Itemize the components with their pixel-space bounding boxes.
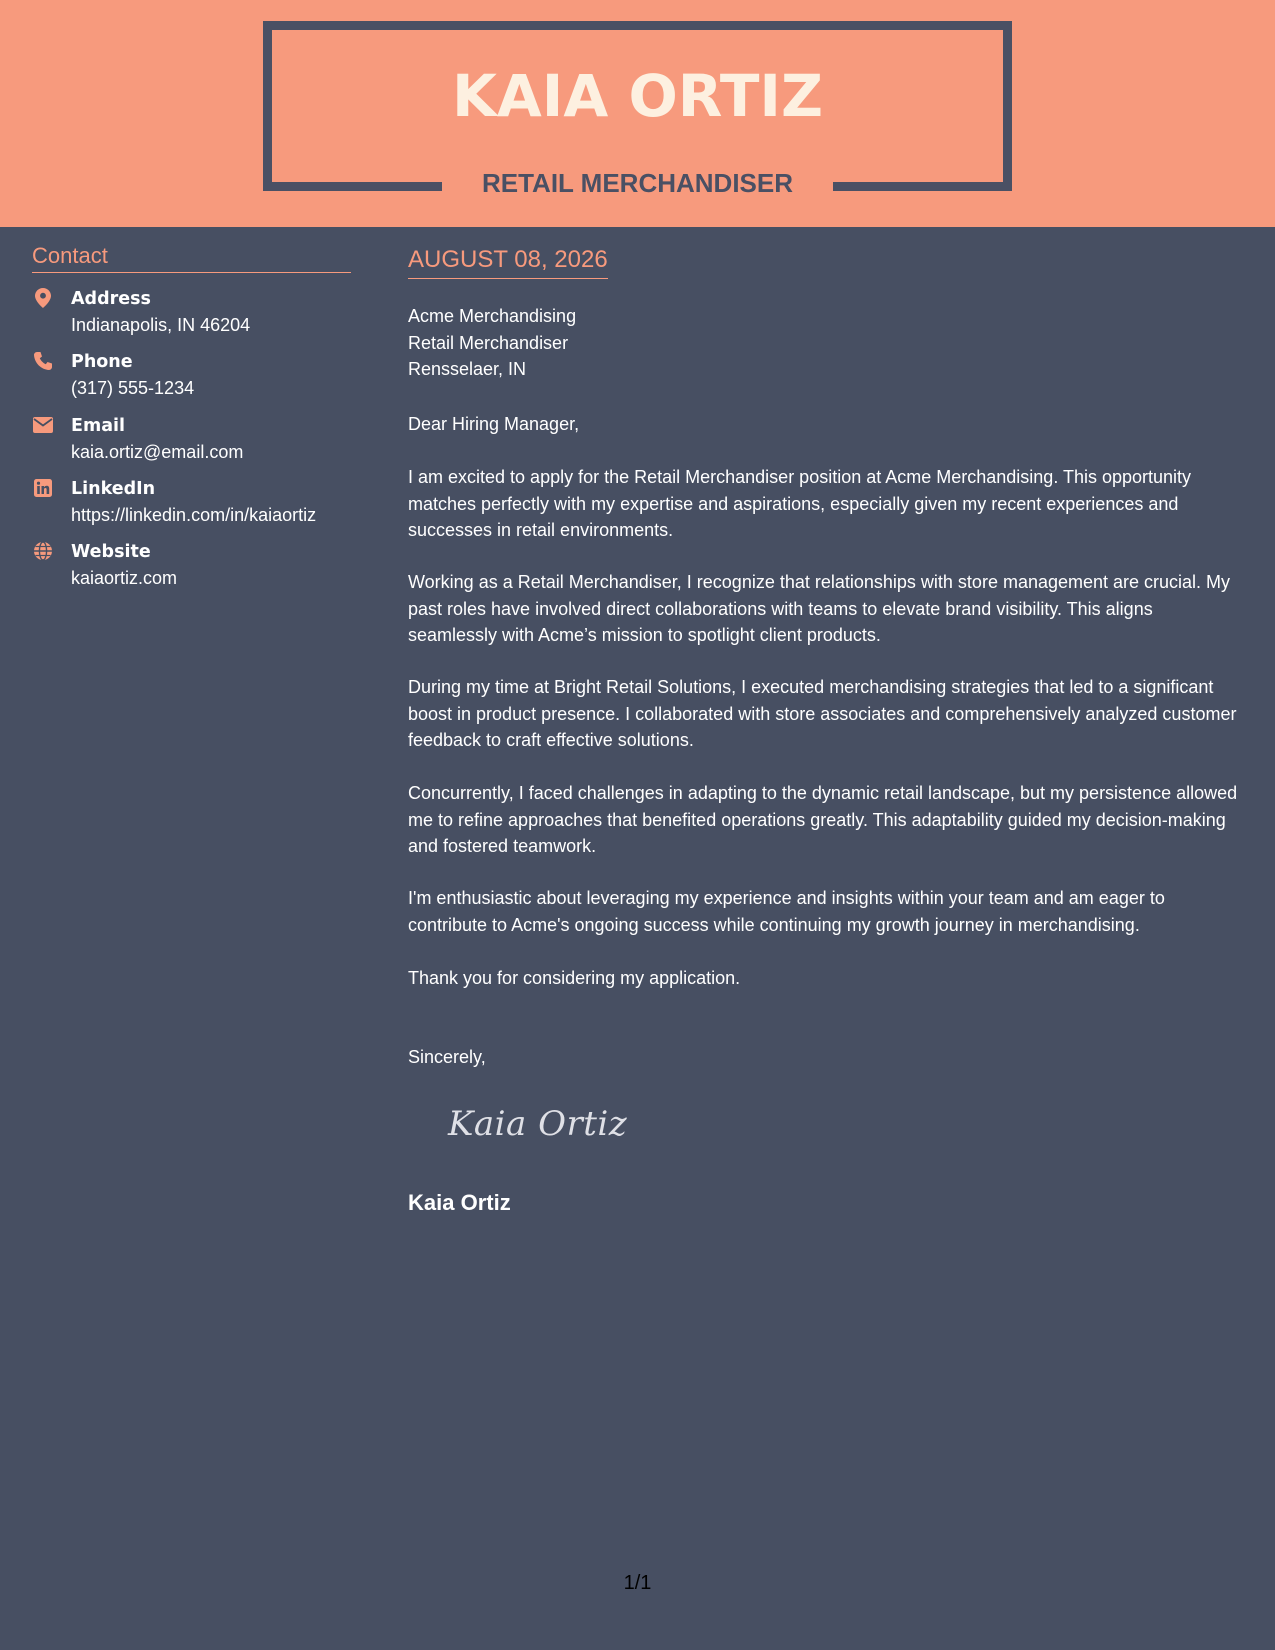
contact-link[interactable]: kaiaortiz.com — [71, 568, 178, 588]
body-paragraph: During my time at Bright Retail Solutions, I executed merchandising strategies that led to a significant boost in product presence. I collaborated with store associates and comprehensively analyzed customer feedback to craft effective solutions. — [408, 677, 1237, 750]
globe-icon — [32, 540, 54, 562]
thank-you-line: Thank you for considering my application. — [408, 968, 741, 988]
header-frame-bottom-left — [263, 182, 442, 191]
recipient-location: Rensselaer, IN — [408, 359, 527, 379]
header-frame-top — [263, 21, 1012, 30]
body-paragraph: Working as a Retail Merchandiser, I recognize that relationships with store management are crucial. My past roles have involved direct collaborations with teams to elevate brand visibility. This aligns seamlessly with Acme’s mission to spotlight client products. — [408, 572, 1231, 645]
letter-date: AUGUST 08, 2026 — [408, 245, 608, 279]
header-frame-bottom-right — [833, 182, 1012, 191]
header-frame-left — [263, 21, 272, 191]
contact-value: (317) 555-1234 — [71, 378, 195, 398]
linkedin-icon — [32, 477, 54, 499]
contact-link[interactable]: https://linkedin.com/in/kaiaortiz — [71, 505, 317, 525]
envelope-icon — [32, 414, 54, 436]
applicant-name: KAIA ORTIZ — [451, 62, 824, 130]
signer-name: Kaia Ortiz — [408, 1190, 511, 1215]
job-title: RETAIL MERCHANDISER — [481, 168, 794, 198]
body-paragraph: I'm enthusiastic about leveraging my experience and insights within your team and am eager to contribute to Acme's ongoing success while continuing my growth journey in merchandising. — [408, 888, 1165, 935]
page-number: 1/1 — [623, 1572, 652, 1594]
body-paragraph: Concurrently, I faced challenges in adapting to the dynamic retail landscape, but my persistence allowed me to refine approaches that benefited operations greatly. This adaptability guided my decision-making and fostered teamwork. — [408, 783, 1238, 856]
contact-label: Address — [71, 289, 151, 309]
contact-label: Email — [71, 416, 125, 436]
handwritten-signature: Kaia Ortiz — [448, 1104, 628, 1144]
recipient-company: Acme Merchandising — [408, 306, 577, 326]
recipient-block — [408, 303, 576, 383]
contact-label: LinkedIn — [71, 479, 156, 499]
map-pin-icon — [32, 287, 54, 309]
recipient-position: Retail Merchandiser — [408, 332, 569, 353]
contact-value: Indianapolis, IN 46204 — [71, 315, 251, 335]
contact-label: Phone — [71, 352, 133, 372]
phone-icon — [32, 350, 54, 372]
greeting: Dear Hiring Manager, — [408, 414, 580, 434]
contact-label: Website — [71, 542, 151, 562]
contact-heading: Contact — [32, 241, 351, 273]
closing: Sincerely, — [408, 1047, 486, 1067]
contact-value: kaia.ortiz@email.com — [71, 442, 244, 462]
header-frame-right — [1003, 21, 1012, 191]
body-paragraph: I am excited to apply for the Retail Merchandiser position at Acme Merchandising. This opportunity matches perfectly with my expertise and aspirations, especially given my recent experiences and successes in retail environments. — [408, 467, 1192, 540]
header-banner — [0, 0, 1275, 227]
